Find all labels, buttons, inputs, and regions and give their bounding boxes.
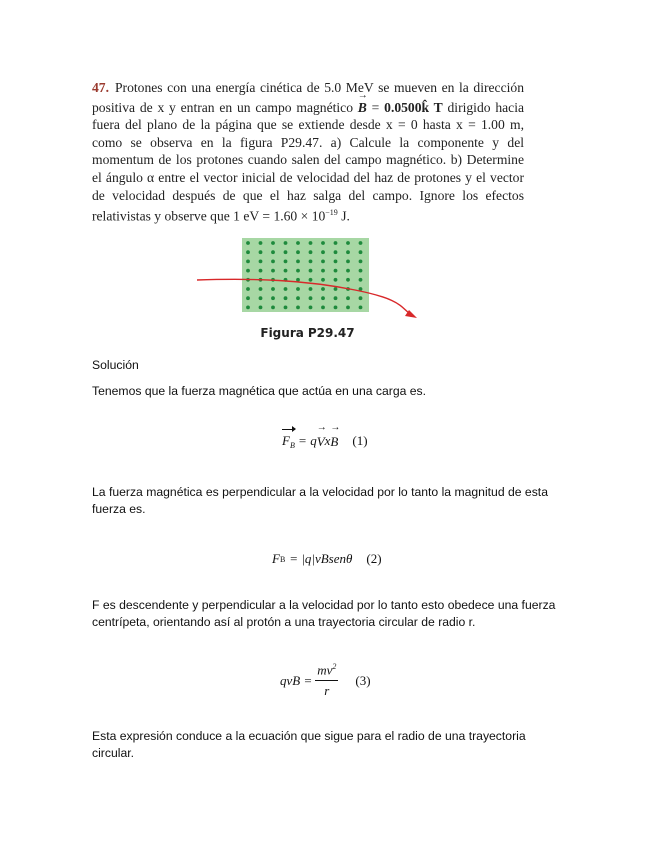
field-dot bbox=[359, 250, 363, 254]
field-dot bbox=[259, 260, 263, 264]
field-dot bbox=[346, 250, 350, 254]
field-dot bbox=[321, 306, 325, 310]
field-dot bbox=[309, 287, 313, 291]
field-dot bbox=[359, 278, 363, 282]
equation-2 bbox=[272, 551, 382, 567]
solution-paragraph-1: Tenemos que la fuerza magnética que actúa en una carga es. bbox=[92, 384, 427, 398]
field-dot bbox=[271, 269, 275, 273]
field-dots-out-of-page bbox=[246, 241, 362, 309]
field-dot bbox=[284, 306, 288, 310]
field-dot bbox=[309, 241, 313, 245]
field-dot bbox=[321, 278, 325, 282]
field-dot bbox=[334, 306, 338, 310]
field-dot bbox=[284, 287, 288, 291]
field-dot bbox=[334, 278, 338, 282]
field-dot bbox=[259, 287, 263, 291]
field-dot bbox=[334, 250, 338, 254]
figure-caption-id: P29.47 bbox=[307, 326, 355, 340]
field-dot bbox=[346, 260, 350, 264]
eq3-numerator: mv bbox=[317, 662, 333, 678]
eq1-equals: = bbox=[298, 432, 307, 448]
eq2-rhs: = |q|vBsenθ bbox=[289, 551, 353, 566]
field-dot bbox=[271, 306, 275, 310]
eq2-force: F bbox=[272, 551, 280, 566]
field-dot bbox=[284, 250, 288, 254]
field-dot bbox=[271, 250, 275, 254]
field-dot bbox=[246, 260, 250, 264]
figure-caption bbox=[195, 326, 420, 340]
field-dot bbox=[246, 287, 250, 291]
field-dot bbox=[284, 241, 288, 245]
field-dot bbox=[284, 260, 288, 264]
problem-statement bbox=[92, 79, 524, 225]
field-dot bbox=[271, 296, 275, 300]
field-dot bbox=[309, 269, 313, 273]
magnetic-field-value: 0.0500k̂ T bbox=[384, 99, 443, 115]
eq3-lhs: qvB = bbox=[280, 672, 313, 688]
field-dot bbox=[334, 287, 338, 291]
field-dot bbox=[296, 250, 300, 254]
field-dot bbox=[246, 241, 250, 245]
problem-exponent: −19 bbox=[325, 208, 338, 218]
field-dot bbox=[334, 296, 338, 300]
field-dot bbox=[296, 241, 300, 245]
problem-number: 47. bbox=[92, 80, 109, 95]
field-vector: → B bbox=[330, 432, 338, 450]
figure-drawing bbox=[195, 238, 420, 328]
field-dot bbox=[334, 269, 338, 273]
eq3-denominator: r bbox=[324, 683, 330, 699]
field-dot bbox=[271, 241, 275, 245]
equation-1-number: (1) bbox=[352, 432, 368, 448]
force-vector: $F_B$ bbox=[282, 433, 295, 450]
field-dot bbox=[246, 250, 250, 254]
field-dot bbox=[359, 241, 363, 245]
equation-2-number: (2) bbox=[366, 551, 382, 566]
field-dot bbox=[321, 269, 325, 273]
field-dot bbox=[309, 296, 313, 300]
eq2-force-sub: B bbox=[279, 554, 286, 564]
proton-trajectory bbox=[197, 279, 413, 316]
problem-text-part-1: Protones con una energía cinética de 5.0 MeV se mueven en la dirección positiva de x y entran en un campo magnético bbox=[92, 80, 524, 115]
field-dot bbox=[359, 306, 363, 310]
field-dot bbox=[321, 260, 325, 264]
field-dot bbox=[259, 241, 263, 245]
equation-3 bbox=[280, 662, 371, 699]
field-dot bbox=[246, 306, 250, 310]
field-dot bbox=[359, 296, 363, 300]
field-dot bbox=[296, 306, 300, 310]
solution-paragraph-2: La fuerza magnética es perpendicular a la velocidad por lo tanto la magnitud de esta fuerza es. bbox=[92, 485, 548, 516]
field-dot bbox=[296, 260, 300, 264]
problem-text-part-2: dirigido hacia fuera del plano de la página que se extiende desde x = 0 hasta x = 1.00 m, como se observa en la figura P29.47. a) Calcule la componente y del momentum de los protones cuando salen del campo magnético. b) Determine el ángulo α entre el vector inicial de velocidad del haz de protones y el vector de velocidad después de que el haz salga del campo. Ignore los efectos relativistas y observe que 1 eV = 1.60 × 10 bbox=[92, 99, 525, 224]
field-dot bbox=[346, 278, 350, 282]
field-dot bbox=[321, 250, 325, 254]
problem-equals: = bbox=[371, 99, 380, 115]
eq1-cross: x bbox=[324, 432, 331, 448]
eq1-charge: q bbox=[310, 432, 317, 448]
field-dot bbox=[346, 269, 350, 273]
field-dot bbox=[334, 260, 338, 264]
field-dot bbox=[259, 296, 263, 300]
field-dot bbox=[284, 296, 288, 300]
equation-3-number: (3) bbox=[355, 672, 371, 688]
solution-paragraph-3: F es descendente y perpendicular a la velocidad por lo tanto esto obedece una fuerza centrípeta, orientando así al protón a una trayectoria circular de radio r. bbox=[92, 598, 556, 629]
field-dot bbox=[321, 241, 325, 245]
field-dot bbox=[309, 260, 313, 264]
field-dot bbox=[334, 241, 338, 245]
magnetic-field-vector-symbol: → B bbox=[358, 97, 367, 117]
eq3-fraction bbox=[315, 662, 338, 699]
figure-p29-47 bbox=[195, 238, 420, 340]
field-dot bbox=[296, 278, 300, 282]
field-dot bbox=[296, 296, 300, 300]
field-dot bbox=[259, 250, 263, 254]
field-dot bbox=[259, 269, 263, 273]
field-dot bbox=[321, 287, 325, 291]
field-dot bbox=[346, 241, 350, 245]
field-dot bbox=[309, 278, 313, 282]
field-dot bbox=[246, 269, 250, 273]
field-dot bbox=[359, 269, 363, 273]
field-dot bbox=[309, 306, 313, 310]
field-dot bbox=[346, 306, 350, 310]
equation-1 bbox=[282, 431, 368, 450]
velocity-vector: → V bbox=[317, 432, 325, 450]
field-dot bbox=[259, 306, 263, 310]
field-dot bbox=[296, 269, 300, 273]
field-dot bbox=[309, 250, 313, 254]
field-dot bbox=[296, 287, 300, 291]
problem-unit: J. bbox=[337, 208, 350, 224]
field-dot bbox=[246, 296, 250, 300]
field-dot bbox=[346, 296, 350, 300]
figure-caption-label: Figura bbox=[260, 326, 304, 340]
field-dot bbox=[284, 269, 288, 273]
solution-paragraph-4: Esta expresión conduce a la ecuación que sigue para el radio de una trayectoria circular. bbox=[92, 729, 526, 760]
solution-heading: Solución bbox=[92, 358, 139, 372]
field-dot bbox=[271, 287, 275, 291]
field-dot bbox=[321, 296, 325, 300]
field-dot bbox=[359, 260, 363, 264]
field-dot bbox=[271, 260, 275, 264]
eq3-exponent: 2 bbox=[332, 662, 337, 671]
